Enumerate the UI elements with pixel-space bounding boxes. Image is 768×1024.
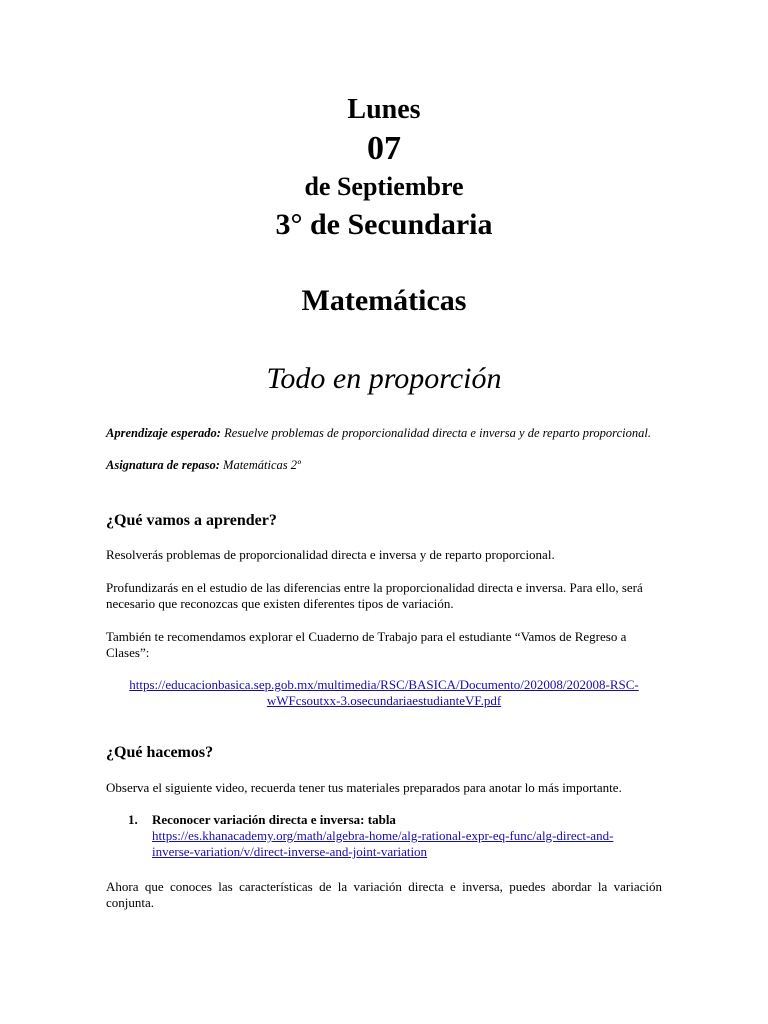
- video-link-line-2[interactable]: inverse-variation/v/direct-inverse-and-joint-variation: [152, 844, 428, 859]
- topic-heading: Todo en proporción: [266, 362, 502, 395]
- paragraph-do-1: Observa el siguiente video, recuerda tener tus materiales preparados para anotar lo más importante.: [106, 780, 622, 795]
- list-item-body: [152, 812, 652, 860]
- paragraph-do-2: Ahora que conoces las características de la variación directa e inversa, puedes abordar la variación conjunta.: [106, 879, 662, 910]
- review-subject-text: Matemáticas 2º: [223, 458, 301, 472]
- grade-heading: 3° de Secundaria: [275, 208, 493, 241]
- paragraph-learn-1: Resolverás problemas de proporcionalidad directa e inversa y de reparto proporcional.: [106, 547, 555, 562]
- review-subject-label: Asignatura de repaso:: [106, 458, 220, 472]
- workbook-link-line-1[interactable]: https://educacionbasica.sep.gob.mx/multimedia/RSC/BASICA/Documento/202008/202008-RSC-: [129, 677, 639, 692]
- day-name-heading: Lunes: [347, 94, 421, 125]
- review-subject: [106, 458, 660, 473]
- subject-heading: Matemáticas: [301, 284, 467, 317]
- month-heading: de Septiembre: [304, 172, 464, 201]
- day-number-heading: 07: [367, 130, 401, 167]
- list-item-number: 1.: [128, 812, 138, 827]
- paragraph-learn-3: También te recomendamos explorar el Cuaderno de Trabajo para el estudiante “Vamos de Regreso a Clases”:: [106, 629, 627, 660]
- expected-learning-text: Resuelve problemas de proporcionalidad directa e inversa y de reparto proporcional.: [224, 426, 651, 440]
- expected-learning: [106, 426, 660, 441]
- video-link-line-1[interactable]: https://es.khanacademy.org/math/algebra-home/alg-rational-expr-eq-func/alg-direct-and-: [152, 828, 614, 843]
- list-item-title: Reconocer variación directa e inversa: tabla: [152, 812, 396, 827]
- paragraph-learn-2: Profundizarás en el estudio de las diferencias entre la proporcionalidad directa e inversa. Para ello, será necesario que reconozcas que existen diferentes tipos de variación.: [106, 580, 643, 611]
- expected-learning-label: Aprendizaje esperado:: [106, 426, 221, 440]
- workbook-link-line-2[interactable]: wWFcsoutxx-3.osecundariaestudianteVF.pdf: [266, 693, 502, 708]
- section-title-what-do: ¿Qué hacemos?: [106, 744, 214, 761]
- section-title-what-learn: ¿Qué vamos a aprender?: [106, 512, 277, 529]
- workbook-link[interactable]: [106, 677, 662, 709]
